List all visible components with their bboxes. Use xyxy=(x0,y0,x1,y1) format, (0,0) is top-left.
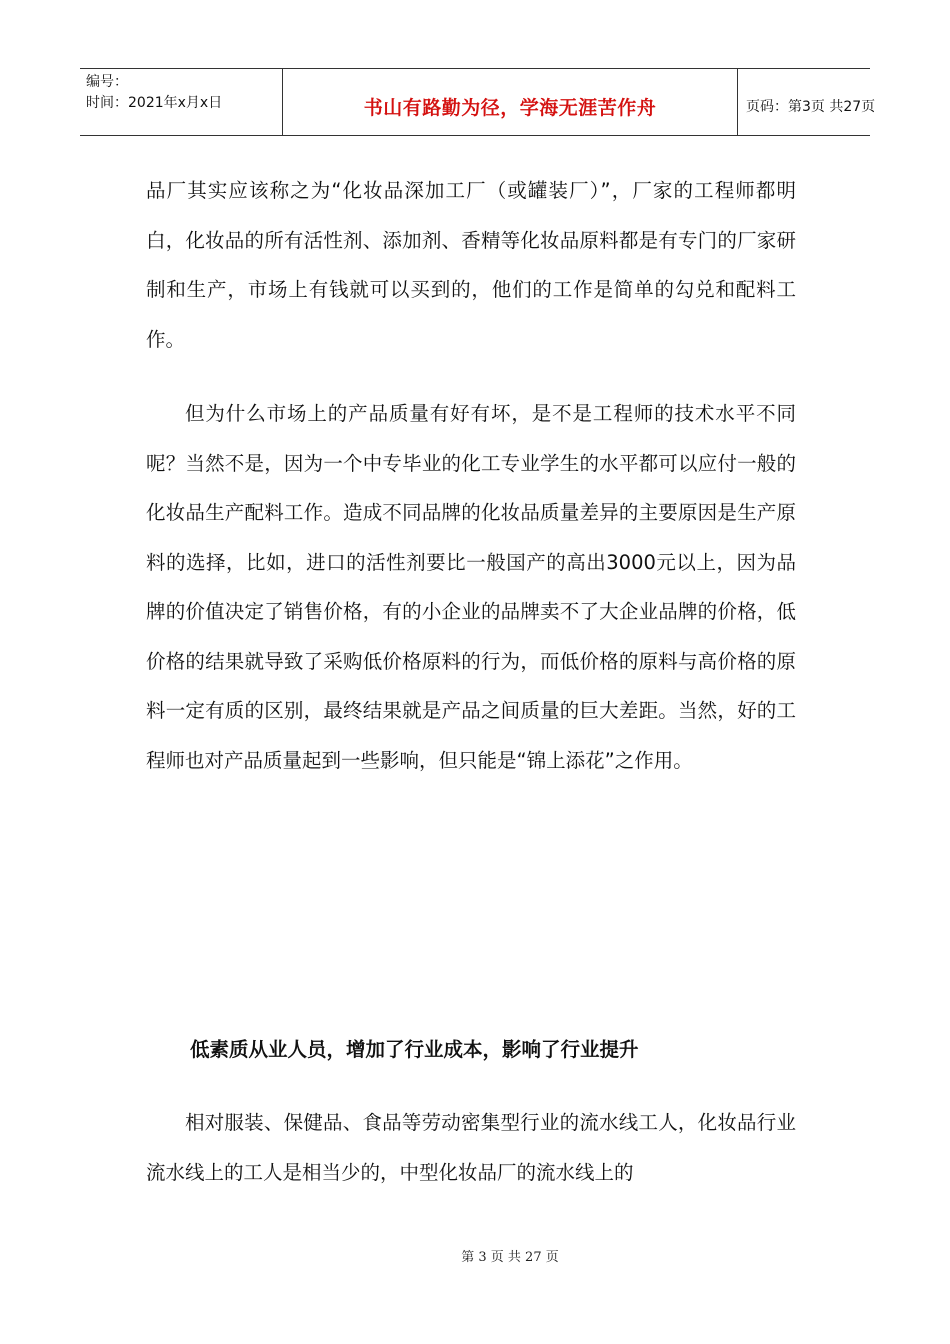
header-page-cell xyxy=(738,69,876,135)
page-footer xyxy=(0,1246,950,1265)
section-paragraph: 相对服装、保健品、食品等劳动密集型行业的流水线工人，化妆品行业流水线上的工人是相当少的，中型化妆品厂的流水线上的 xyxy=(146,1111,796,1184)
document-number-label: 编号： xyxy=(86,74,128,90)
paragraph-gap xyxy=(146,364,796,389)
section-heading: 低素质从业人员，增加了行业成本，影响了行业提升 xyxy=(190,1038,639,1061)
body-paragraph-2: 但为什么市场上的产品质量有好有坏，是不是工程师的技术水平不同呢？当然不是，因为一个中专毕业的化工专业学生的水平都可以应付一般的化妆品生产配料工作。造成不同品牌的化妆品质量差异的主要原因是生产原料的选择，比如，进口的活性剂要比一般国产的高出3000元以上，因为品牌的价值决定了销售价格，有的小企业的品牌卖不了大企业品牌的价格，低价格的结果就导致了采购低价格原料的行为，而低价格的原料与高价格的原料一定有质的区别，最终结果就是产品之间质量的巨大差距。当然，好的工程师也对产品质量起到一些影响，但只能是“锦上添花”之作用。 xyxy=(146,402,796,772)
section-body xyxy=(146,1098,796,1197)
header-page-number: 页码：第3页 共27页 xyxy=(746,99,876,115)
footer-page-number: 第 3 页 共 27 页 xyxy=(461,1250,559,1265)
document-body xyxy=(146,166,796,785)
header-motto: 书山有路勤为径，学海无涯苦作舟 xyxy=(363,96,657,119)
page-header xyxy=(80,68,876,136)
body-paragraph-1: 品厂其实应该称之为“化妆品深加工厂（或罐装厂）”，厂家的工程师都明白，化妆品的所有活性剂、添加剂、香精等化妆品原料都是有专门的厂家研制和生产，市场上有钱就可以买到的，他们的工作是简单的勾兑和配料工作。 xyxy=(146,179,796,351)
header-motto-cell xyxy=(282,69,738,135)
document-time-label: 时间：2021年x月x日 xyxy=(86,95,223,111)
header-meta-cell xyxy=(80,69,282,135)
